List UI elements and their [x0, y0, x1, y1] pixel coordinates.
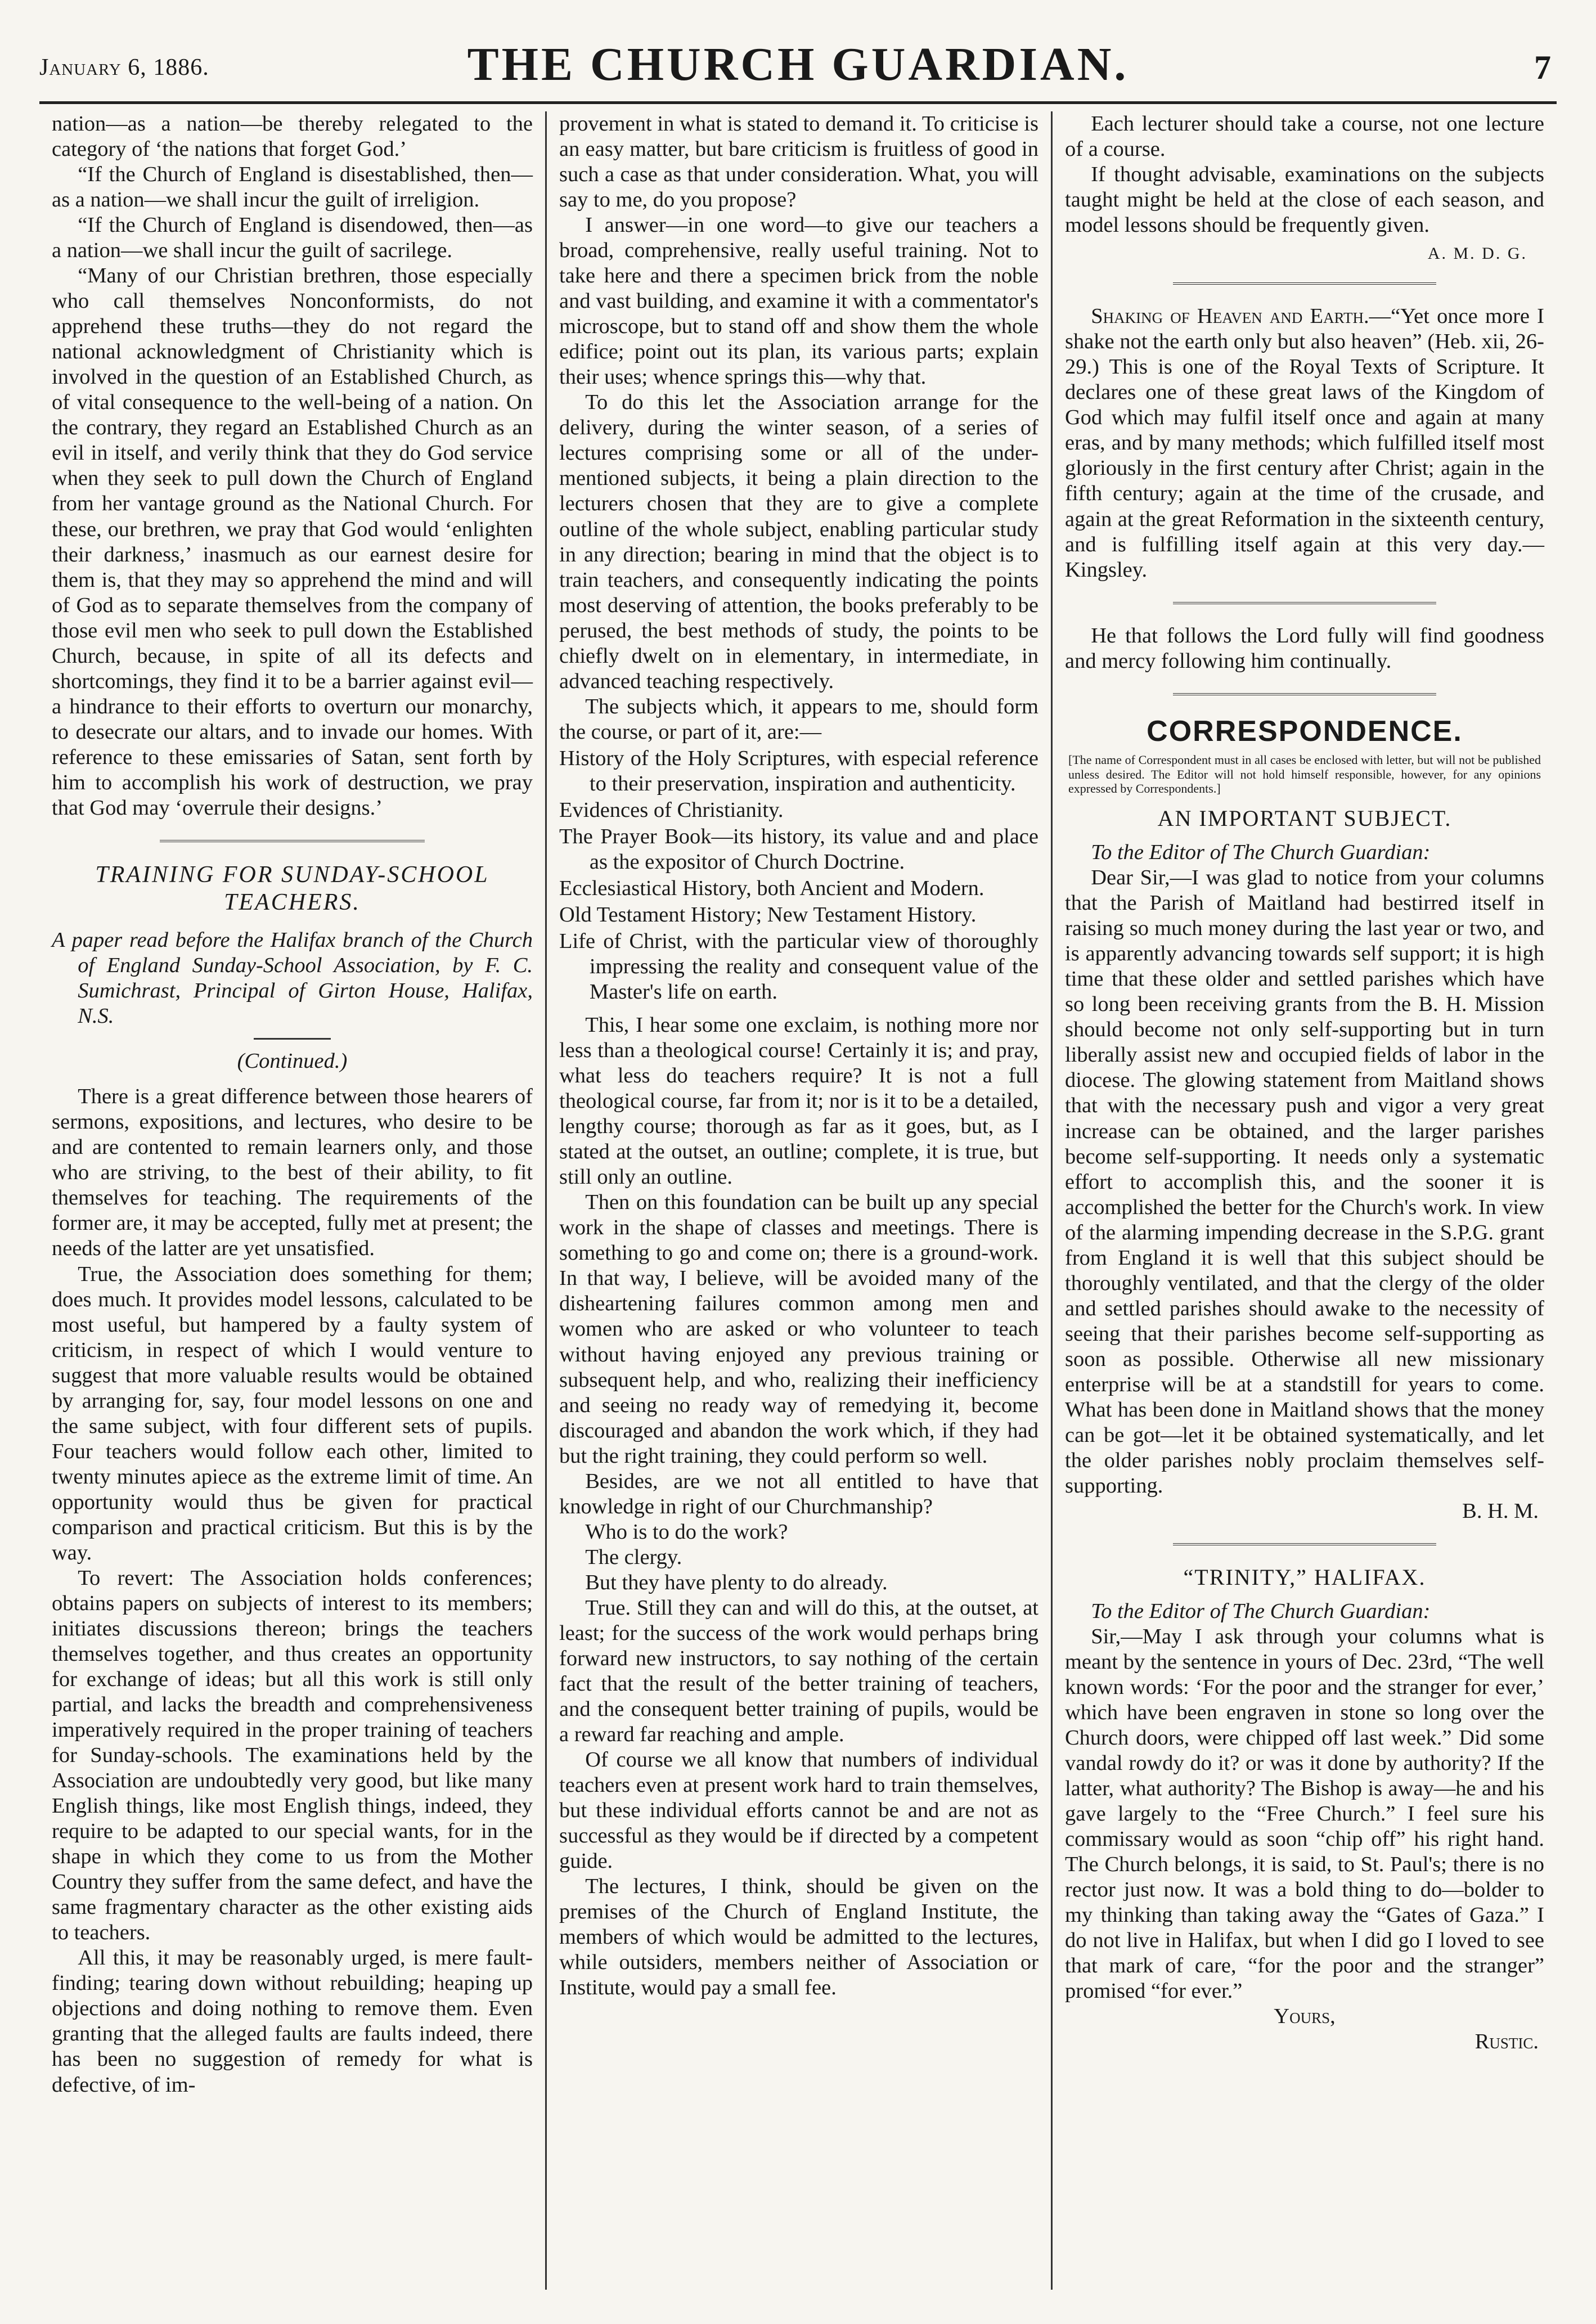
body-paragraph: This, I hear some one exclaim, is nothing more nor less than a theological course! Certainly it is; and pray, what less do teachers require? It is not a full theological course, far from it; nor is it to be a detailed, lengthy course; thorough as far as it goes, but, as I stated at the outset, an outline; complete, it is true, but still only an outline. — [559, 1013, 1038, 1189]
letter-signature: B. H. M. — [1462, 1499, 1539, 1523]
divider — [1173, 1543, 1437, 1545]
divider — [254, 1038, 331, 1040]
body-paragraph: provement in what is stated to demand it. To criticise is an easy matter, but bare criticism is fruitless of good in such a case as that under consideration. What, you will say to me, do you propose? — [559, 112, 1038, 212]
body-paragraph: All this, it may be reasonably urged, is mere fault-finding; tearing down without rebuilding; heaping up objections and doing nothing to remove them. Even granting that the alleged faults are faults indeed, there has been no suggestion of remedy for what is defective, of im- — [52, 1946, 533, 2097]
shaking-body: —“Yet once more I shake not the earth only but also heaven” (Heb. xii, 26-29.) This is one of the Royal Texts of Scripture. It declares one of these great laws of the Kingdom of God which may fulfil itself once and again at many eras, and by many methods; which fulfilled itself most gloriously in the first century after Christ; again in the fifth century; again at the time of the crusade, and again at the great Reformation in the sixteenth century, and is fulfilling itself again at this very day.—Kingsley. — [1065, 304, 1544, 582]
issue-date: January 6, 1886. — [39, 55, 209, 80]
divider — [1173, 693, 1437, 695]
shaking-paragraph — [1065, 304, 1544, 582]
column-1 — [39, 111, 545, 2290]
letter-signature: Rustic. — [1474, 2030, 1539, 2054]
body-paragraph: True, the Association does something for them; does much. It provides model lessons, calculated to be most useful, but hampered by a faulty system of criticism, in respect of which I would venture to suggest that more valuable results would be obtained by arranging for, say, four model lessons on one and the same subject, with four different sets of pupils. Four teachers would follow each other, limited to twenty minutes apiece as the extreme limit of time. An opportunity would thus be given for practical comparison and practical criticism. But this is by the way. — [52, 1262, 533, 1565]
column-2 — [545, 111, 1051, 2290]
body-paragraph: The subjects which, it appears to me, should form the course, or part of it, are:— — [559, 694, 1038, 744]
column-3 — [1051, 111, 1557, 2290]
body-paragraph: There is a great difference between those hearers of sermons, expositions, and lectures, who desire to be and are contented to remain learners only, and those who are striving, to the best of their ability, to fit themselves for teaching. The requirements of the former are, it may be accepted, fully met at present; the needs of the latter are yet unsatisfied. — [52, 1085, 533, 1261]
body-paragraph: I answer—in one word—to give our teachers a broad, comprehensive, really useful training. Not to take here and there a specimen brick from the noble and vast building, and examine it with a commentator's microscope, but to stand off and show them the whole edifice; point out its plan, its various parts; explain their uses; whence springs this—why that. — [559, 213, 1038, 389]
columns — [39, 111, 1557, 2290]
letter-address: To the Editor of The Church Guardian: — [1091, 1599, 1431, 1623]
body-paragraph: To do this let the Association arrange for the delivery, during the winter season, of a series of lectures comprising some or all of the under-mentioned subjects, it being a plain direction to the lecturers chosen that they are to give a complete outline of the whole subject, enabling particular study in any direction; bearing in mind that the object is to train teachers, and consequently indicating the points most deserving of attention, the books preferably to be perused, the best methods of study, the points to be chiefly dwelt on in elementary, in intermediate, in advanced teaching respectively. — [559, 390, 1038, 693]
body-paragraph: Each lecturer should take a course, not one lecture of a course. — [1065, 112, 1544, 161]
quoted-passage — [52, 111, 533, 821]
quote-paragraph: “If the Church of England is disestablished, then—as a nation—we shall incur the guilt of irreligion. — [52, 163, 533, 212]
body-paragraph: He that follows the Lord fully will find goodness and mercy following him continually. — [1065, 623, 1544, 673]
article-byline: A paper read before the Halifax branch of the Church of England Sunday-School Association, by F. C. Sumichrast, Principal of Girton House, Halifax, N.S. — [52, 928, 533, 1028]
correspondence-note: [The name of Correspondent must in all cases be enclosed with letter, but will not be published unless desired. The Editor will not hold himself responsible, however, for any opinions expressed by Correspondents.] — [1068, 753, 1541, 796]
body-paragraph: If thought advisable, examinations on the subjects taught might be held at the close of each season, and model lessons should be frequently given. — [1065, 163, 1544, 237]
newspaper-title: THE CHURCH GUARDIAN. — [467, 38, 1129, 91]
subject-list-item: The Prayer Book—its history, its value and and place as the expositor of Church Doctrine. — [559, 824, 1038, 874]
letter-closing: Yours, — [1274, 2004, 1336, 2029]
letter-body: Dear Sir,—I was glad to notice from your columns that the Parish of Maitland had bestirred itself in raising so much money during the last year or two, and is apparently advancing towards self support; it is high time that these older and settled parishes which have so long been receiving grants from the B. H. Mission should become not only self-supporting but in turn liberally assist new and occupied fields of labor in the diocese. The glowing statement from Maitland shows that with the necessary push and vigor a very great increase can be obtained, and the larger parishes become self-supporting. It needs only a systematic effort to accomplish this, and the sooner it is accomplished the better for the Church's work. In view of the alarming impending decrease in the S.P.G. grant from England it is well that this subject should be thoroughly ventilated, and that the clergy of the older and settled parishes should awake to the necessity of seeing that their parishes become self-supporting as soon as possible. Otherwise all new missionary enterprise will be at a standstill for years to come. What has been done in Maitland shows that the money can be got—let it be obtained systematically, and let the older parishes nobly proclaim themselves self-supporting. — [1065, 866, 1544, 1498]
body-paragraph: Then on this foundation can be built up any special work in the shape of classes and meetings. There is something to go and come on; there is a ground-work. In that way, I believe, will be avoided many of the disheartening failures common among men and women who are asked or who volunteer to teach without having enjoyed any previous training or subsequent help, and who, realizing their inefficiency and seeing no ready way of remedying it, become discouraged and abandon the work which, if they had but the right training, they could perform so well. — [559, 1190, 1038, 1468]
subject-list-item: Life of Christ, with the particular view of thoroughly impressing the reality and consequent value of the Master's life on earth. — [559, 929, 1038, 1004]
body-paragraph: The lectures, I think, should be given on the premises of the Church of England Institute, the members of which would be admitted to the lectures, while outsiders, members neither of Association or Institute, would pay a small fee. — [559, 1875, 1038, 2000]
letter-address: To the Editor of The Church Guardian: — [1091, 840, 1431, 865]
divider — [1173, 282, 1437, 285]
page-number: 7 — [1534, 49, 1551, 86]
letter-title: “TRINITY,” HALIFAX. — [1183, 1565, 1426, 1590]
quote-paragraph: “If the Church of England is disendowed, then—as a nation—we shall incur the guilt of sacrilege. — [52, 213, 533, 263]
subject-list-item: History of the Holy Scriptures, with especial reference to their preservation, inspiration and authenticity. — [559, 746, 1038, 795]
signature-amdg: A. M. D. G. — [1427, 244, 1527, 263]
continued-label: (Continued.) — [237, 1049, 348, 1073]
body-paragraph: But they have plenty to do already. — [585, 1570, 888, 1594]
divider — [160, 840, 424, 842]
body-paragraph: Besides, are we not all entitled to have that knowledge in right of our Churchmanship? — [559, 1469, 1038, 1518]
body-paragraph: True. Still they can and will do this, at the outset, at least; for the success of the work would perhaps bring forward new instructors, to say nothing of the certain fact that the result of the better training of teachers, and the consequent better training of pupils, would be a reward far reaching and ample. — [559, 1595, 1038, 1746]
body-paragraph: Of course we all know that numbers of individual teachers even at present work hard to train themselves, but these individual efforts cannot be and are not as successful as they would be if directed by a competent guide. — [559, 1748, 1038, 1873]
quote-paragraph: nation—as a nation—be thereby relegated to the category of ‘the nations that forget God.’ — [52, 112, 533, 161]
shaking-lead: Shaking of Heaven and Earth. — [1091, 304, 1369, 329]
article-heading: TRAINING FOR SUNDAY-SCHOOL TEACHERS. — [95, 861, 489, 915]
subject-list-item: Evidences of Christianity. — [559, 798, 784, 822]
masthead — [39, 34, 1557, 104]
letter-body: Sir,—May I ask through your columns what is meant by the sentence in yours of Dec. 23rd, “The well known words: ‘For the poor and the stranger for ever,’ which have been engraven in stone so long over the Church doors, were chipped off last week.” Did some vandal rowdy do it? or was it done by authority? If the latter, what authority? The Bishop is away—he and his gave largely to the “Free Church.” I feel sure his commissary would as soon “chip off” his right hand. The Church belongs, it is said, to St. Paul's; there is no rector just now. It was a bold thing to do—bolder to my thinking than taking away the “Gates of Gaza.” I do not live in Halifax, but when I did go I loved to see that mark of care, “for the poor and the stranger” promised “for ever.” — [1065, 1624, 1544, 2003]
subject-list-item: Ecclesiastical History, both Ancient and Modern. — [559, 876, 984, 900]
correspondence-title: CORRESPONDENCE. — [1147, 714, 1463, 748]
letter-title: AN IMPORTANT SUBJECT. — [1157, 806, 1452, 831]
divider — [1173, 602, 1437, 604]
quote-paragraph: “Many of our Christian brethren, those especially who call themselves Nonconformists, do not apprehend these truths—they do not regard the national acknowledgment of Christianity which is involved in the question of an Established Church, as of vital consequence to the well-being of a nation. On the contrary, they regard an Established Church as an evil in itself, and verily think that they do God service when they seek to pull down the Church of England from her vantage ground as the National Church. For these, our brethren, we pray that God would ‘enlighten their darkness,’ inasmuch as our earnest desire for them is, that they may so apprehend the mind and will of God as to separate themselves from the company of those evil men who seek to pull down the Established Church, because, in spite of all its defects and shortcomings, they find it to be a barrier against evil—a hindrance to their efforts to overturn our monarchy, to desecrate our altars, and to invade our homes. With reference to these emissaries of Satan, sent forth by him to accomplish his work of destruction, we pray that God may ‘overrule their designs.’ — [52, 264, 533, 820]
newspaper-page — [39, 34, 1557, 2290]
subject-list-item: Old Testament History; New Testament History. — [559, 902, 977, 927]
body-paragraph: To revert: The Association holds conferences; obtains papers on subjects of interest to its members; initiates discussions thereon; brings the teachers themselves together, and thus creates an opportunity for exchange of ideas; but all this work is still only partial, and lacks the breadth and comprehensiveness imperatively required in the proper training of teachers for Sunday-schools. The examinations held by the Association are undoubtedly very good, but like many English things, like most English things, indeed, they require to be adapted to our special wants, for in the shape in which they come to us from the Mother Country they suffer from the same defect, and have the same fragmentary character as the other existing aids to teachers. — [52, 1566, 533, 1945]
body-paragraph: Who is to do the work? — [585, 1520, 788, 1544]
body-paragraph: The clergy. — [585, 1545, 682, 1569]
